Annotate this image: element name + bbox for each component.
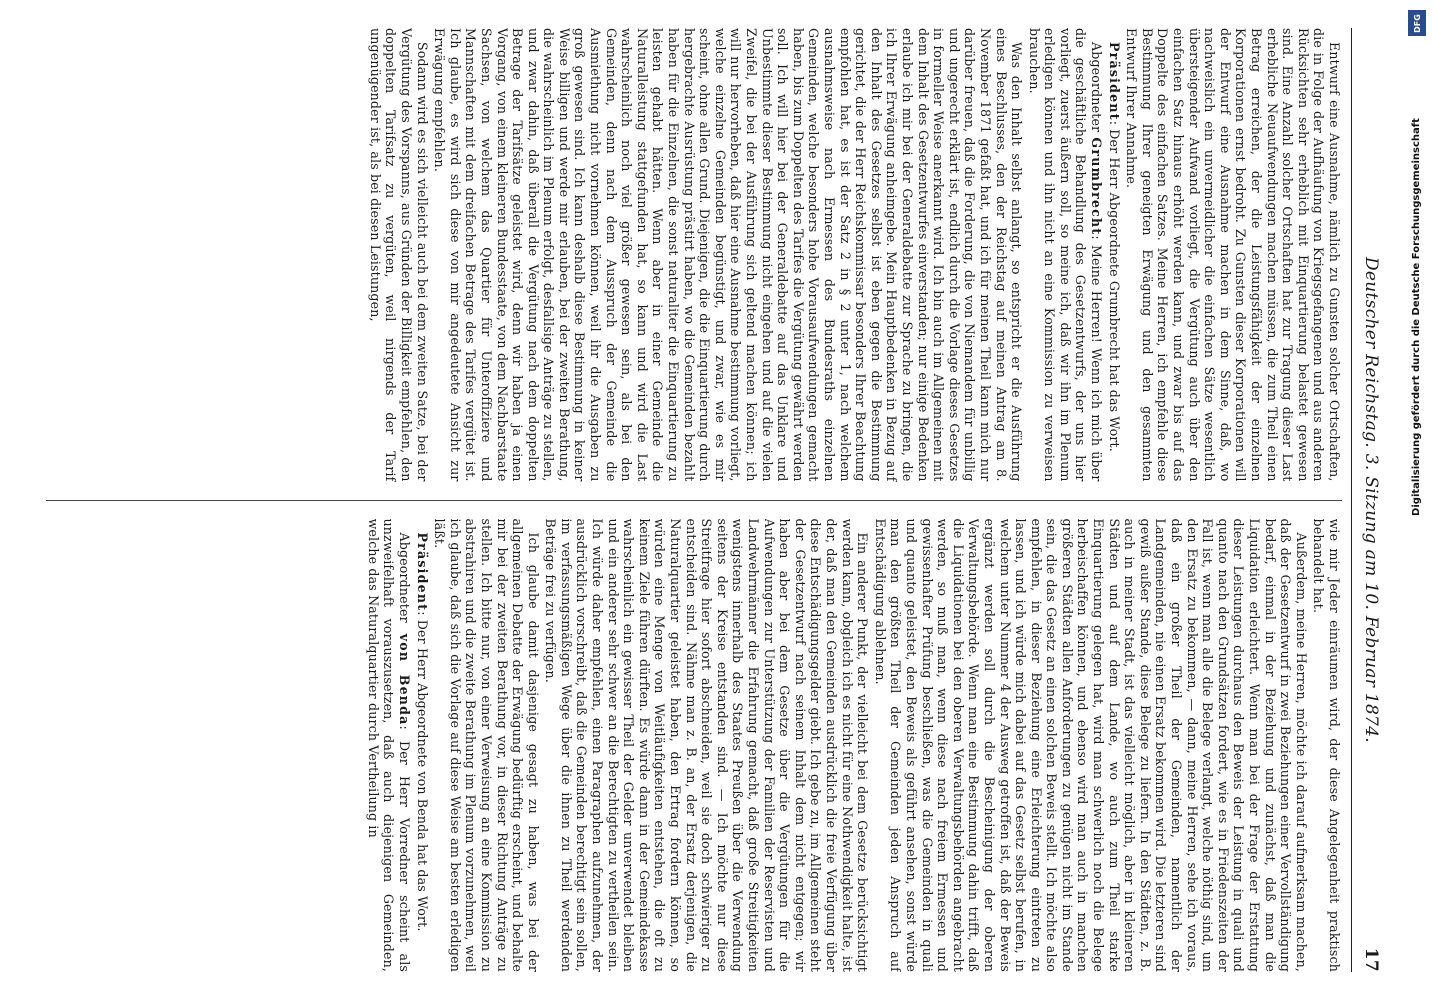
- paragraph-text: : Meine Herren! Wenn ich mich über die geschäftliche Behandlung des Gesetzentwurfs, der uns hier vorliegt, zuerst äußern soll, so meine ich, daß wir ihn im Plenum erledigen können und ihn nicht an eine Kommission zu verweisen brauchen.: [1026, 28, 1105, 482]
- paragraph: Außerdem, meine Herren, möchte ich darauf aufmerksam machen, daß der Gesetzentwurf in zwei Beziehungen einer Vervollständigung bedarf, einmal in der Beziehung und zunächst, daß man die Liquidation erleichtert. Wenn man bei der Frage der Erstattung dieser Leistungen durchaus den Beweis der Leistung in quali und quanto nach den Grundsätzen fordert, wie es in Friedenszeiten der Fall ist, wenn man alle die Belege verlangt, welche nöthig sind, um den Ersatz zu bekommen, — dann, meine Herren, sehe ich voraus, daß ein großer Theil der Gemeinden, namentlich der Landgemeinden, nie einen Ersatz bekommen wird. Die letzteren sind gewiß außer Stande, diese Belege zu liefern. In den Städten, z. B. auch in meiner Stadt, ist das vielleicht möglich, aber in kleineren Städten und auf dem Lande, wo auch zum Theil starke Einquartierung gelegen hat, wird man schwerlich noch die Belege herbeischaffen können, und ebenso wird man auch in manchen größeren Städten allen Anforderungen zu genügen nicht im Stande sein, die das Gesetz an einen solchen Beweis stellt. Ich möchte also empfehlen, in dieser Beziehung eine Erleichterung eintreten zu lassen, und ich würde mich dabei auf das Gesetz selbst berufen, in welchem unter Nummer 4 der Ausweg getroffen ist, daß der Beweis ergänzt werden soll durch die Bescheinigung der oberen Verwaltungsbehörde. Wenn man eine Bestimmung dahin trifft, daß die Liquidationen bei den oberen Verwaltungsbehörden angebracht werden, so muß man, wenn diese nach freiem Ermessen und gewissenhafter Prüfung beschließen, was die Gemeinden in quali und quanto geleistet, den Beweis als geführt ansehen, sonst würde man den größten Theil der Gemeinden jeden Anspruch auf Entschädigung ablehnen.: [872, 518, 1309, 972]
- column-divider: [46, 500, 1342, 501]
- paragraph-text: : Der Herr Abgeordnete Grumbrecht hat das Wort.: [1106, 120, 1122, 452]
- page-header: [1356, 28, 1386, 972]
- dfg-logo-text: DFG: [1412, 13, 1422, 33]
- digitization-credit: Digitalisierung gefördert durch die Deutsche Forschungsgemeinschaft: [1411, 118, 1422, 516]
- paragraph: wie mir Jeder einräumen wird, der diese Angelegenheit praktisch behandelt hat.: [1311, 518, 1342, 972]
- text-columns: [46, 28, 1342, 972]
- header-rule: [1351, 28, 1352, 972]
- paragraph: Ich glaube damit dasjenige gesagt zu haben, was bei der allgemeinen Debatte der Erwägung bedürftig erscheint, und behalte mir bei der zweiten Berathung vor, in dieser Richtung Anträge zu stellen. Ich bitte nur, von einer Verweisung an eine Kommission zu abstrahiren und die zweite Berathung im Plenum vorzunehmen, weil ich glaube, daß sich die Vorlage auf diese Weise am besten erledigen läßt.: [432, 518, 541, 972]
- running-title: Deutscher Reichstag. 3. Sitzung am 10. Februar 1874.: [1361, 257, 1381, 743]
- speaker-name: Präsident: [1106, 42, 1122, 121]
- paragraph: [1106, 28, 1122, 482]
- paragraph: [365, 519, 412, 973]
- paragraph: [1026, 28, 1104, 482]
- speaker-name: von Benda: [396, 633, 412, 726]
- paragraph: Was den Inhalt selbst anlangt, so entspricht er die Ausführung eines Beschlusses, den der Reichstag auf meinen Antrag am 8. November 1871 gefaßt hat, und ich für meinen Theil kann mich nur darüber freuen, daß die Forderung, die von Niemandem für unbillig und ungerecht erklärt ist, endlich durch die Vorlage dieses Gesetzes in formeller Weise anerkannt wird. Ich bin auch im Allgemeinen mit dem Inhalt des Gesetzentwurfes einverstanden; nur einige Bedenken erlaube ich mir bei der Generaldebatte zur Sprache zu bringen, die ich Ihrer Erwägung anheimgebe. Mein Hauptbedenken in Bezug auf den Inhalt des Gesetzes selbst ist eben gegen die Bestimmung gerichtet, die der Herr Reichskommissar besonders Ihrer Beachtung empfohlen hat, es ist der Satz 2 in § 2 unter 1, nach welchem ausnahmsweise nach Ermessen des Bundesraths einzelnen Gemeinden, welche besonders hohe Vorausaufwendungen gemacht haben, bis zum Doppelten des Tarifes die Vergütung gewährt werden soll. Ich will hier bei der Generaldebatte auf das Unklare und Unbestimmte dieser Bestimmung nicht eingehen und auf die vielen Zweifel, die bei der Ausführung sich geltend machen können; ich will nur hervorheben, daß hier eine Ausnahme bestimmung vorliegt, welche einzelne Gemeinden begünstigt, und zwar, wie es mir scheint, ohne allen Grund. Diejenigen, die die Einquartierung durch hergebrachte Ausrüstung prästirt haben, wo die Gemeinden bezahlt haben für die Einzelnen, die sonst naturaliter die Einquartierung zu leisten gehabt hätten. Wenn aber in einer Gemeinde die Naturalleistung stattgefunden hat, so kann und wird die Last wahrscheinlich noch viel größer gewesen sein, als bei den Gemeinden, denn nach dem Ausspruch der Gemeinde die Ausmiethung nicht vornehmen können, weil ihr die Ausgaben zu groß gewesen sind. Ich kann deshalb diese Bestimmung in keiner Weise billigen und werde mir erlauben, bei der zweiten Berathung, die wahrscheinlich im Plenum erfolgt, desfallsige Anträge zu stellen, und zwar dahin, daß überall die Vergütung nach dem doppelten Betrage der Tarifsätze geleistet wird, denn wir haben ja einen Vorgang, von einem kleineren Bundesstaate, von dem Nachbarstaate Sachsen, von welchem das Quartier für Unteroffiziere und Mannschaften mit dem dreifachen Betrage des Tarifes vergütet ist. Ich glaube, es wird sich diese von mir angedeutete Ansicht zur Erwägung empfehlen.: [432, 28, 1025, 482]
- dfg-logo: [1408, 10, 1426, 36]
- left-column: [46, 28, 1342, 482]
- paragraph: Entwurf eine Ausnahme, nämlich zu Gunsten solcher Ortschaften, die in Folge der Aufhäufung von Kriegsgefangenen und aus anderen Rücksichten sehr erheblich mit Einquartierung belastet gewesen sind. Eine Anzahl solcher Ortschaften hat zur Tragung dieser Last erhebliche Neuaufwendungen machen müssen, die zum Theil einen Betrag erreichen, der die Leistungsfähigkeit der einzelnen Korporationen ernst bedroht. Zu Gunsten dieser Korporationen will der Entwurf eine Ausnahme machen in dem Sinne, daß, wo nachweislich ein unvermeidlicher die einfachen Sätze wesentlich übersteigender Aufwand vorliegt, die Vergütung auch über den einfachen Satz hinaus erhöht werden kann, und zwar bis auf das Doppelte des einfachen Satzes. Meine Herren, ich empfehle diese Bestimmung Ihrer geneigten Erwägung und den gesammten Entwurf Ihrer Annahme.: [1124, 28, 1342, 482]
- page-number: 17: [1361, 947, 1381, 972]
- paragraph-text: Abgeordneter: [396, 532, 412, 634]
- paragraph: [414, 519, 430, 973]
- paragraph-text: Abgeordneter: [1089, 42, 1105, 138]
- paragraph: Ein anderer Punkt, der vielleicht bei dem Gesetze berücksichtigt werden kann, obgleich ich es nicht für eine Nothwendigkeit halte, ist der, daß man den Gemeinden ausdrücklich die freie Verfügung über diese Entschädigungsgelder giebt. Ich gebe zu, im Allgemeinen steht der Gesetzentwurf nach seinem Inhalt dem nicht entgegen; wir haben aber bei dem Gesetze über die Vergütungen für die Aufwendungen zur Unterstützung der Familien der Reservisten und Landwehrmänner die Erfahrung gemacht, daß große Streitigkeiten wenigstens innerhalb des Staates Preußen über die Verwendung seitens der Kreise entstanden sind. — Ich möchte nur diese Streitfrage hier sofort abschneiden, weil sie doch schwieriger zu entscheiden sind. Nähme man z. B. an, der Ersatz derjenigen, die Naturalquartier geleistet haben, den Ertrag fordern können, so würden eine Menge von Weitläufigkeiten entstehen, die oft zu keinem Ziele führen dürften. Es würde dann in der Gemeindekasse wahrscheinlich ein gewisser Theil der Gelder unverwendet bleiben und ein anderer sehr schwer an die Berechtigten zu vertheilen sein. Ich würde daher empfehlen, einen Paragraphen aufzunehmen, der ausdrücklich vorschreibt, daß die Gemeinden berechtigt sein sollen, im verfassungsmäßigen Wege über die ihnen zu Theil werdenden Beträge frei zu verfügen.: [543, 518, 871, 972]
- speaker-name: Grumbrecht: [1089, 137, 1105, 236]
- right-column: [46, 519, 1342, 973]
- speaker-name: Präsident: [414, 532, 430, 612]
- paragraph: Sodann wird es sich vielleicht auch bei dem zweiten Satze, bei der Vergütung des Vorspanns, aus Gründen der Billigkeit empfehlen, den doppelten Tarifsatz zu vergüten, weil nirgends der Tarif ungenügender ist, als bei diesen Leistungen,: [367, 28, 430, 482]
- document-page: [46, 28, 1386, 972]
- paragraph-text: : Der Herr Abgeordnete von Benda hat das Wort.: [414, 611, 430, 932]
- paragraph-text: : Der Herr Vorredner scheint als unzweifelhaft vorauszusetzen, daß auch diejenigen Gemeinden, welche das Naturalquartier durch Vertheilung in: [365, 518, 412, 972]
